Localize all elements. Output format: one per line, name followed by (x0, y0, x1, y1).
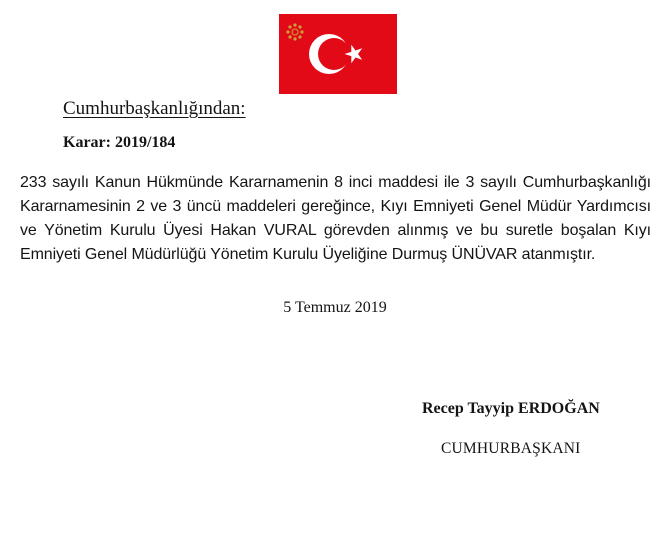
decision-number: Karar: 2019/184 (63, 134, 176, 151)
signer-name: Recep Tayyip ERDOĞAN (422, 400, 600, 417)
decision-date: 5 Temmuz 2019 (283, 299, 387, 316)
decision-paragraph: 233 sayılı Kanun Hükmünde Kararnamenin 8 inci maddesi ile 3 sayılı Cumhurbaşkanlığı Kararnamesinin 2 ve 3 üncü maddeleri gereğince, Kıyı Emniyeti Genel Müdür Yardımcısı ve Yönetim Kurulu Üyesi Hakan VURAL görevden alınmış ve bu suretle boşalan Kıyı Emniyeti Genel Müdürlüğü Yönetim Kurulu Üyeliğine Durmuş ÜNÜVAR atanmıştır. (20, 174, 651, 263)
signer-title: CUMHURBAŞKANI (441, 440, 581, 457)
turkish-flag-icon (279, 14, 397, 94)
issuer-heading: Cumhurbaşkanlığından: (63, 98, 246, 119)
